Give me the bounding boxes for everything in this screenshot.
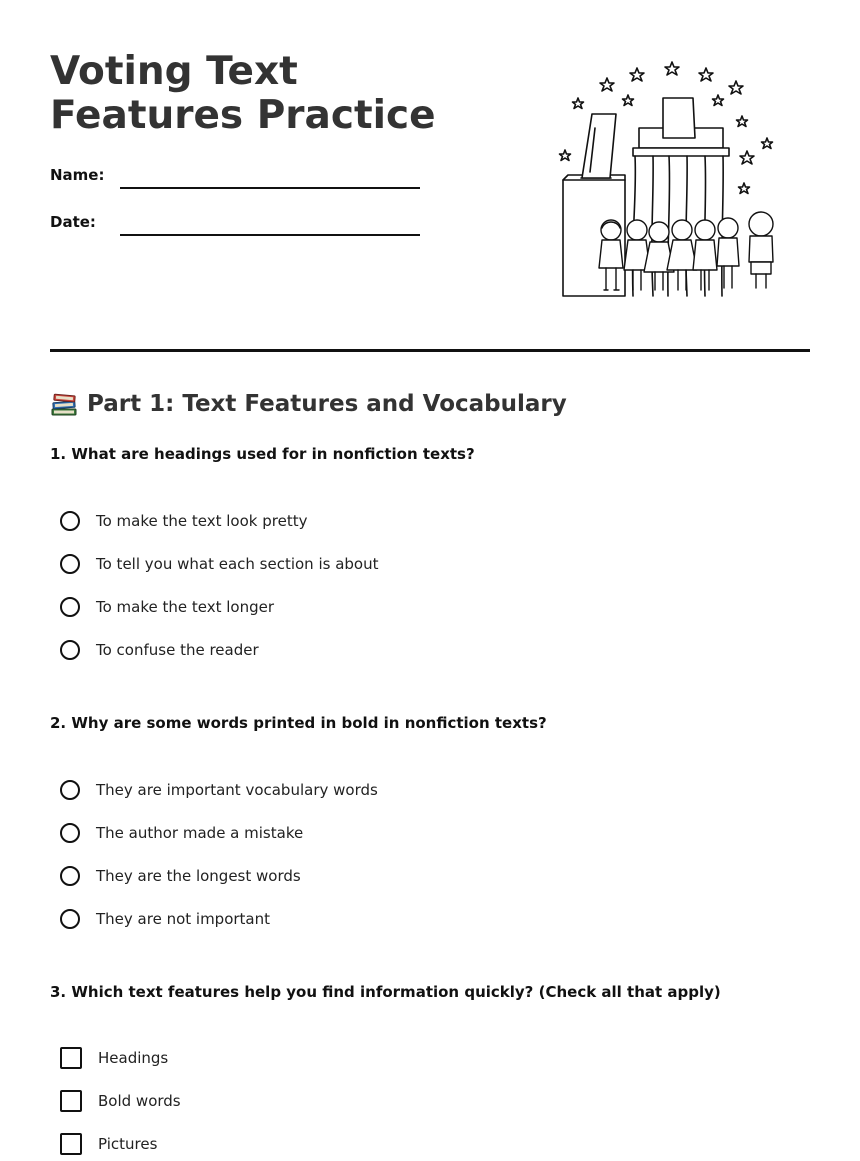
- checkbox[interactable]: [60, 1133, 82, 1155]
- question-3: 3. Which text features help you find information quickly? (Check all that apply): [50, 983, 721, 1001]
- q2-option-2[interactable]: [60, 821, 303, 845]
- option-label: To make the text longer: [96, 598, 275, 616]
- option-label: They are important vocabulary words: [96, 781, 378, 799]
- radio-button[interactable]: [60, 597, 80, 617]
- radio-button[interactable]: [60, 909, 80, 929]
- option-label: Pictures: [98, 1135, 158, 1153]
- date-field[interactable]: [120, 234, 420, 236]
- radio-button[interactable]: [60, 554, 80, 574]
- date-label: Date:: [50, 213, 96, 231]
- q3-option-2[interactable]: [60, 1089, 181, 1113]
- option-label: They are the longest words: [96, 867, 301, 885]
- q1-option-3[interactable]: [60, 595, 274, 619]
- worksheet-title: Voting Text Features Practice: [50, 49, 436, 138]
- radio-button[interactable]: [60, 780, 80, 800]
- q2-option-1[interactable]: [60, 778, 378, 802]
- q2-option-4[interactable]: [60, 907, 270, 931]
- option-label: To tell you what each section is about: [96, 555, 379, 573]
- section-divider: [50, 349, 810, 352]
- radio-button[interactable]: [60, 823, 80, 843]
- checkbox[interactable]: [60, 1047, 82, 1069]
- radio-button[interactable]: [60, 866, 80, 886]
- q1-option-1[interactable]: [60, 509, 307, 533]
- q3-option-3[interactable]: [60, 1132, 157, 1156]
- radio-button[interactable]: [60, 640, 80, 660]
- books-icon: [50, 390, 78, 418]
- part1-heading: [50, 388, 567, 420]
- children-ballot-box-illustration: [555, 58, 785, 308]
- option-label: To confuse the reader: [96, 641, 259, 659]
- name-field[interactable]: [120, 187, 420, 189]
- q1-option-2[interactable]: [60, 552, 378, 576]
- question-2: 2. Why are some words printed in bold in nonfiction texts?: [50, 714, 547, 732]
- option-label: To make the text look pretty: [96, 512, 308, 530]
- q1-option-4[interactable]: [60, 638, 259, 662]
- option-label: Headings: [98, 1049, 169, 1067]
- part1-heading-text: Part 1: Text Features and Vocabulary: [87, 391, 567, 417]
- option-label: They are not important: [96, 910, 271, 928]
- q3-option-1[interactable]: [60, 1046, 168, 1070]
- question-1: 1. What are headings used for in nonfiction texts?: [50, 445, 475, 463]
- radio-button[interactable]: [60, 511, 80, 531]
- checkbox[interactable]: [60, 1090, 82, 1112]
- q2-option-3[interactable]: [60, 864, 301, 888]
- name-label: Name:: [50, 166, 105, 184]
- option-label: The author made a mistake: [96, 824, 304, 842]
- option-label: Bold words: [98, 1092, 181, 1110]
